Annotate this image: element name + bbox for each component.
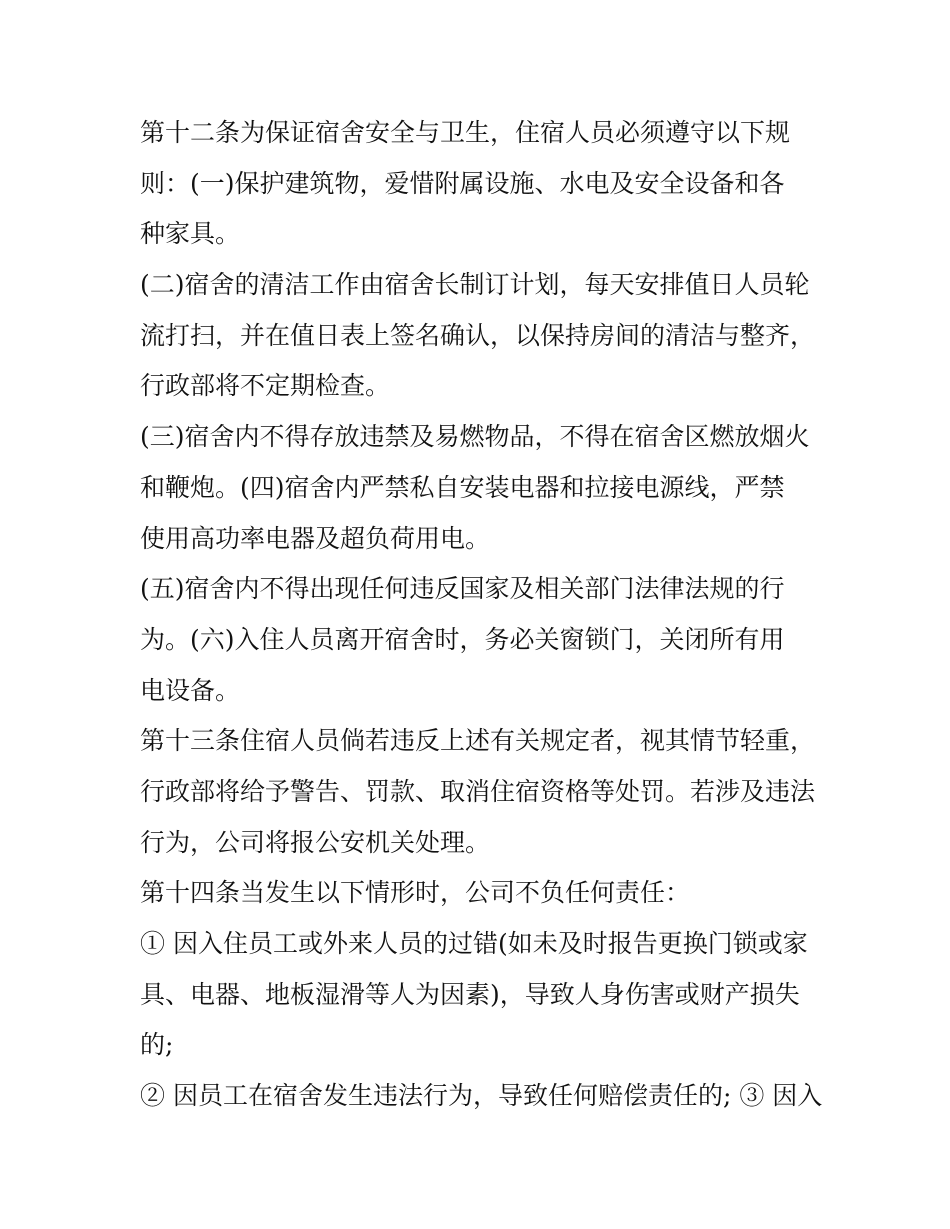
text-line: 电设备。 bbox=[140, 675, 241, 705]
text-line: 使用高功率电器及超负荷用电。 bbox=[140, 523, 491, 553]
text-line: 的; bbox=[140, 1030, 174, 1060]
text-line: 行政部将不定期检查。 bbox=[140, 371, 391, 401]
text-line: 第十三条住宿人员倘若违反上述有关规定者，视其情节轻重， bbox=[140, 726, 816, 756]
paragraph-item-3-4 bbox=[140, 412, 820, 564]
paragraph-item-2 bbox=[140, 260, 820, 412]
text-line: 则：(一)保护建筑物，爱惜附属设施、水电及安全设备和各 bbox=[140, 168, 785, 198]
text-line: 流打扫，并在值日表上签名确认，以保持房间的清洁与整齐， bbox=[140, 320, 816, 350]
document-body bbox=[140, 108, 823, 1122]
text-line: 第十二条为保证宿舍安全与卫生，住宿人员必须遵守以下规 bbox=[140, 118, 791, 147]
text-line: ① 因入住员工或外来人员的过错(如未及时报告更换门锁或家 bbox=[140, 929, 808, 958]
paragraph-exemption-1 bbox=[140, 919, 820, 1071]
text-line: (二)宿舍的清洁工作由宿舍长制订计划，每天安排值日人员轮 bbox=[140, 270, 810, 300]
paragraph-article-14 bbox=[140, 868, 820, 919]
text-line: 第十四条当发生以下情形时，公司不负任何责任： bbox=[140, 878, 691, 908]
text-line: ② 因员工在宿舍发生违法行为，导致任何赔偿责任的; ③ 因入 bbox=[140, 1081, 823, 1111]
text-line: 种家具。 bbox=[140, 219, 241, 249]
text-line: 为。(六)入住人员离开宿舍时，务必关窗锁门，关闭所有用 bbox=[140, 624, 785, 654]
text-line: 具、电器、地板湿滑等人为因素)，导致人身伤害或财产损失 bbox=[140, 979, 800, 1009]
paragraph-article-13 bbox=[140, 716, 820, 868]
paragraph-article-12 bbox=[140, 108, 820, 260]
text-line: 行为，公司将报公安机关处理。 bbox=[140, 827, 491, 857]
text-line: 行政部将给予警告、罚款、取消住宿资格等处罚。若涉及违法 bbox=[140, 776, 816, 806]
paragraph-item-5-6 bbox=[140, 564, 820, 716]
text-line: 和鞭炮。(四)宿舍内严禁私自安装电器和拉接电源线，严禁 bbox=[140, 472, 785, 502]
text-line: (五)宿舍内不得出现任何违反国家及相关部门法律法规的行 bbox=[140, 574, 785, 604]
paragraph-exemption-2-3 bbox=[140, 1071, 823, 1122]
text-line: (三)宿舍内不得存放违禁及易燃物品，不得在宿舍区燃放烟火 bbox=[140, 422, 810, 452]
